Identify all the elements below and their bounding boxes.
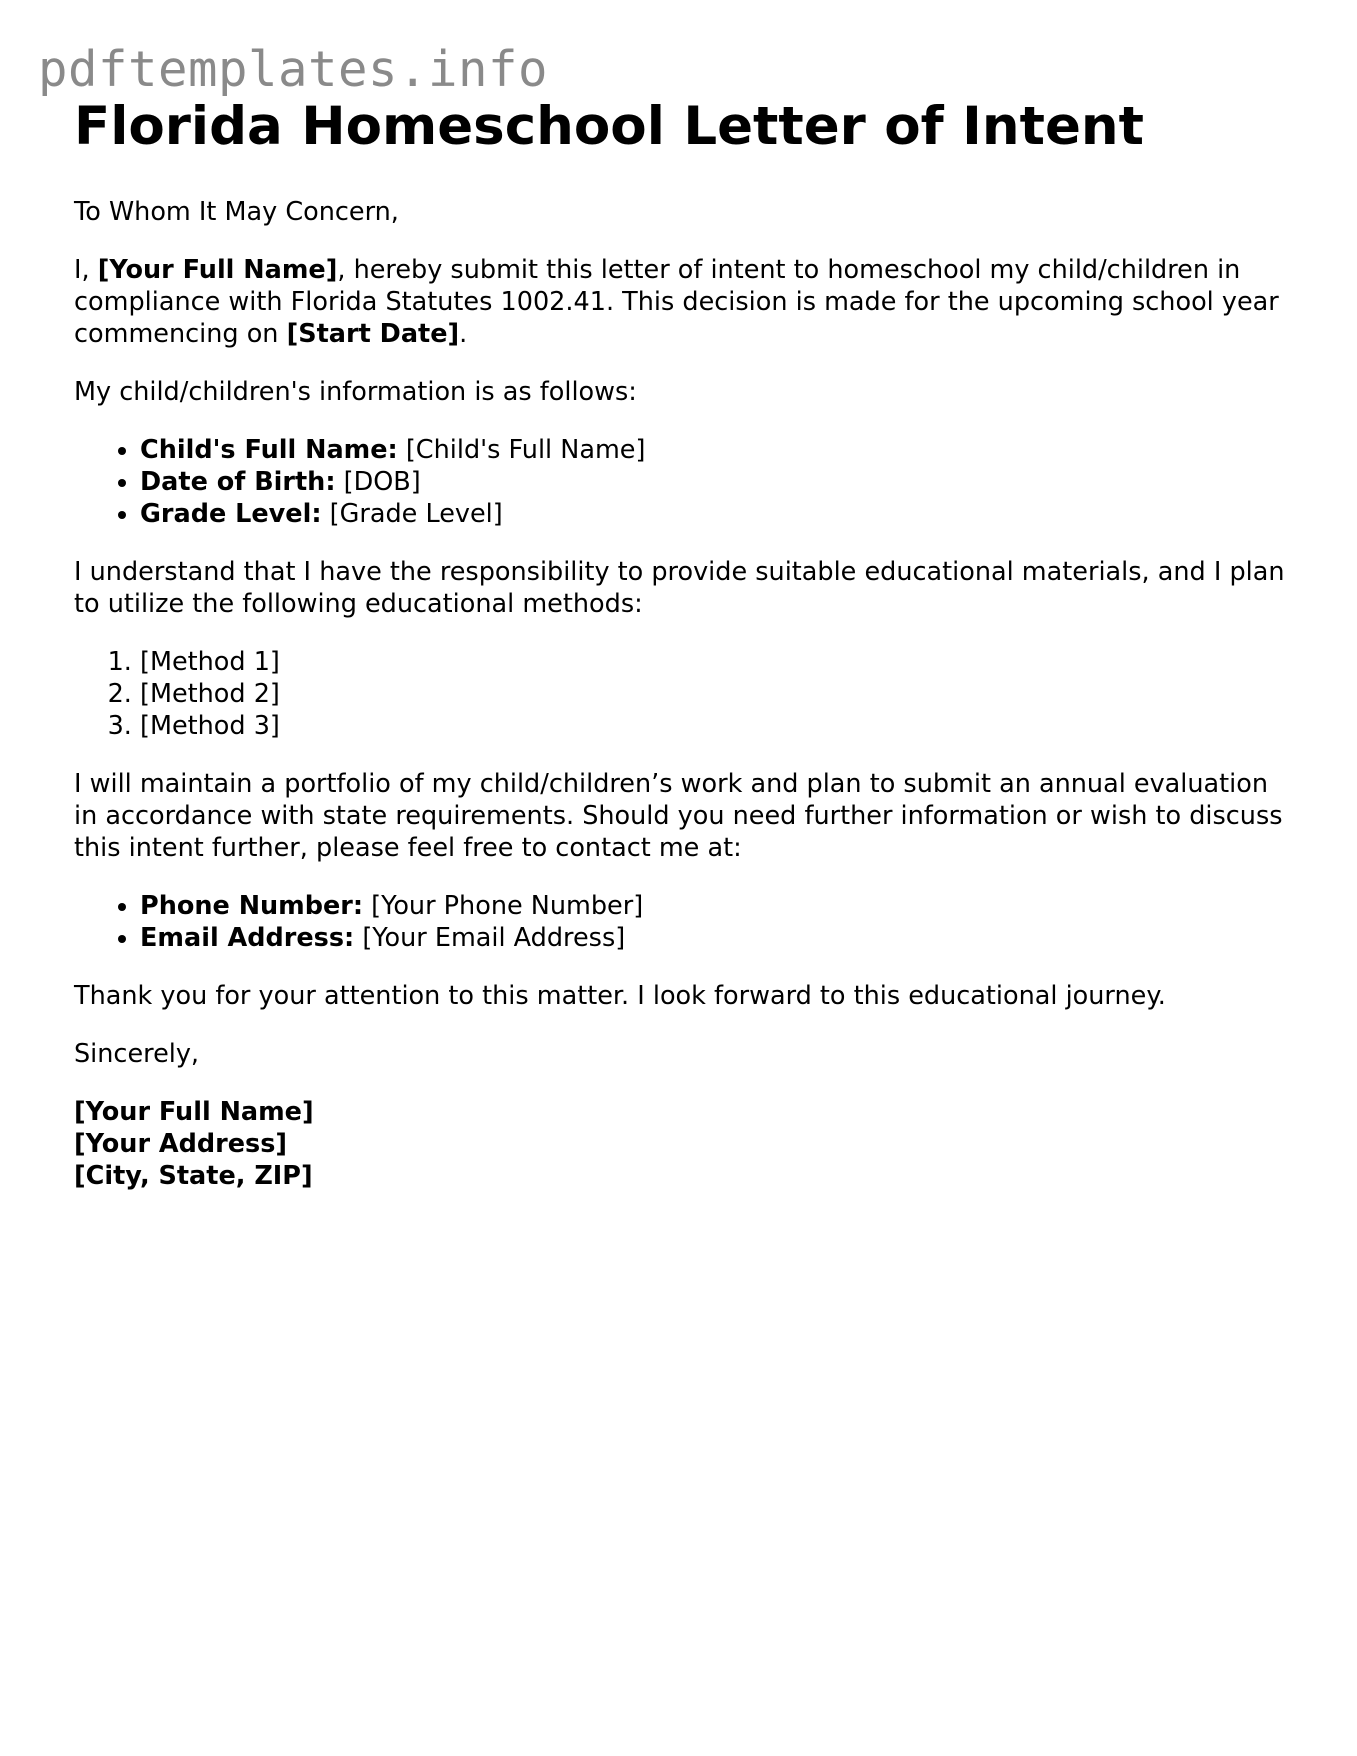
list-item	[140, 890, 1294, 922]
field-value: [DOB]	[335, 467, 421, 497]
list-item	[140, 922, 1294, 954]
intro-prefix: I,	[74, 255, 98, 285]
intro-middle: , hereby submit this letter of intent to homeschool my child/children in compliance with Florida Statutes 1002.41. This decision is made for the upcoming school year commencing on	[74, 255, 1279, 349]
field-value: [Your Phone Number]	[363, 891, 644, 921]
salutation: To Whom It May Concern,	[74, 197, 399, 227]
field-label: Phone Number:	[140, 891, 364, 921]
signature-city-state-zip: [City, State, ZIP]	[74, 1161, 313, 1191]
watermark: pdftemplates.info	[38, 41, 549, 98]
field-label: Email Address:	[140, 923, 355, 953]
methods-list	[74, 646, 1294, 742]
page-title: Florida Homeschool Letter of Intent	[74, 96, 1144, 157]
signature-address: [Your Address]	[74, 1129, 288, 1159]
list-item	[140, 498, 1294, 530]
start-date-placeholder: [Start Date]	[286, 319, 460, 349]
thanks-paragraph: Thank you for your attention to this matter. I look forward to this educational journey.	[74, 981, 1166, 1011]
field-value: [Your Email Address]	[354, 923, 626, 953]
portfolio-paragraph: I will maintain a portfolio of my child/children’s work and plan to submit an annual evaluation in accordance with state requirements. Should you need further information or wish to discuss this intent further, please feel free to contact me at:	[74, 769, 1283, 863]
child-info-intro: My child/children's information is as follows:	[74, 377, 637, 407]
list-item	[140, 466, 1294, 498]
list-item: 3. [Method 3]	[140, 710, 1294, 742]
list-item	[140, 434, 1294, 466]
signature-name: [Your Full Name]	[74, 1097, 314, 1127]
closing: Sincerely,	[74, 1039, 200, 1069]
child-info-list	[74, 434, 1294, 530]
field-label: Grade Level:	[140, 499, 322, 529]
name-placeholder: [Your Full Name]	[97, 255, 338, 285]
letter-document	[74, 92, 1294, 1192]
field-value: [Grade Level]	[321, 499, 503, 529]
intro-paragraph	[74, 254, 1294, 350]
intro-suffix: .	[459, 319, 468, 349]
list-item: 1. [Method 1]	[140, 646, 1294, 678]
methods-intro: I understand that I have the responsibility to provide suitable educational materials, and I plan to utilize the following educational methods:	[74, 557, 1285, 619]
field-label: Date of Birth:	[140, 467, 336, 497]
field-label: Child's Full Name:	[140, 435, 398, 465]
signature-block	[74, 1096, 1294, 1192]
field-value: [Child's Full Name]	[397, 435, 646, 465]
list-item: 2. [Method 2]	[140, 678, 1294, 710]
contact-list	[74, 890, 1294, 954]
